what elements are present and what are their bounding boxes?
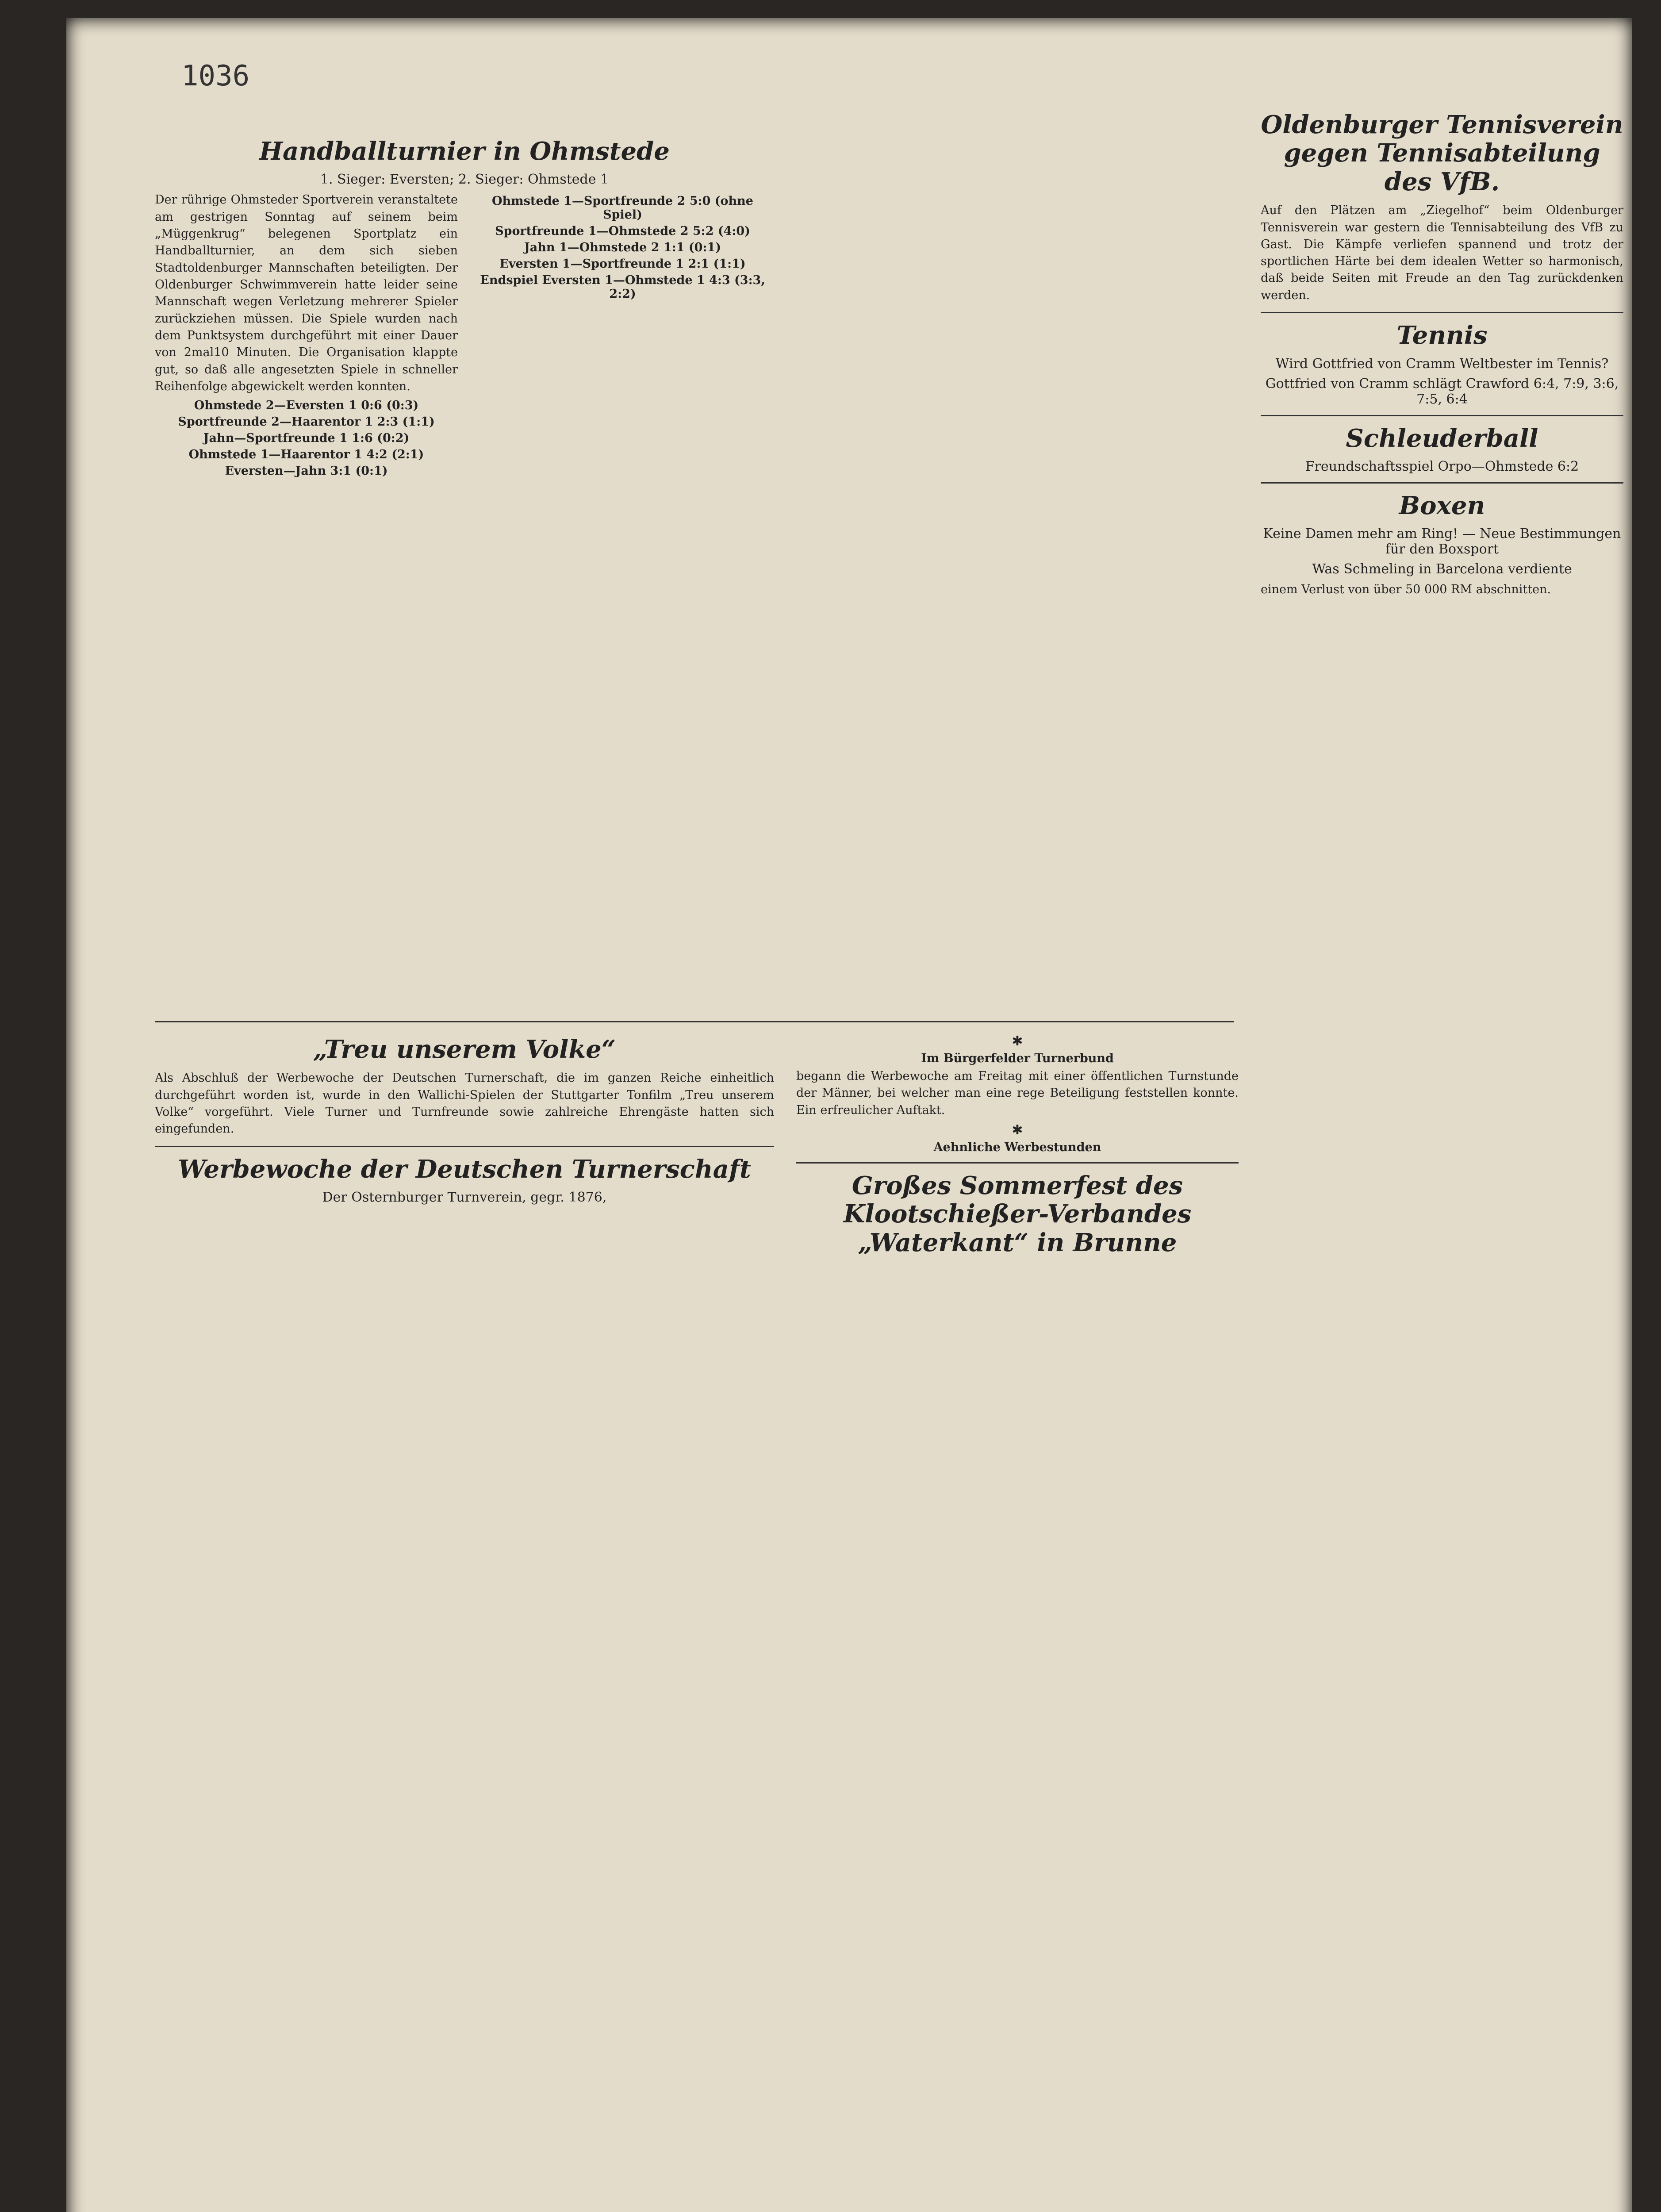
schleuderball-sub: Freundschaftsspiel Orpo—Ohmstede 6:2 xyxy=(1305,458,1579,474)
handball-m2: Sportfreunde 2—Haarentor 1 2:3 (1:1) xyxy=(178,415,435,429)
star-divider: ✱ xyxy=(1012,1122,1023,1138)
handball-m5: Eversten—Jahn 3:1 (0:1) xyxy=(225,464,388,478)
treu-headline: „Treu unserem Volke“ xyxy=(313,1035,616,1064)
treu-p1: Als Abschluß der Werbewoche der Deutschen Turnerschaft, die im ganzen Reiche einheitlich durchgeführt worden ist, wurde in den Wallichi-Spielen der Stuttgarter Tonfilm „Treu unserem Volke“ vorgeführt. Viele Turner und Turnfreunde sowie zahlreiche Ehrengäste hatten sich eingefunden. xyxy=(155,1071,774,1136)
aehnliche-title: Aehnliche Werbestunden xyxy=(933,1140,1101,1154)
schleuderball-headline: Schleuderball xyxy=(1346,423,1538,453)
tennis-headline: Tennis xyxy=(1396,321,1488,350)
column-handball xyxy=(155,133,774,480)
handball-headline: Handballturnier in Ohmstede xyxy=(259,137,670,166)
buergerfelde-title: Im Bürgerfelder Turnerbund xyxy=(921,1052,1114,1065)
handball-m8: Jahn 1—Ohmstede 2 1:1 (0:1) xyxy=(524,241,721,255)
page-number: 1036 xyxy=(181,60,250,92)
boxen-end: einem Verlust von über 50 000 RM abschnitten. xyxy=(1261,583,1551,597)
werbewoche-sub: Der Osternburger Turnverein, gegr. 1876, xyxy=(322,1190,607,1206)
divider xyxy=(155,1146,774,1147)
handball-sub: 1. Sieger: Eversten; 2. Sieger: Ohmstede 1 xyxy=(320,172,609,188)
sommerfest-headline: Großes Sommerfest des Klootschießer-Verbandes „Waterkant“ in Brunne xyxy=(843,1171,1192,1257)
handball-m7: Sportfreunde 1—Ohmstede 2 5:2 (4:0) xyxy=(495,224,750,238)
handball-m10: Endspiel Eversten 1—Ohmstede 1 4:3 (3:3, 2:2) xyxy=(480,273,765,301)
boxen-headline: Boxen xyxy=(1399,491,1485,520)
divider xyxy=(796,1162,1239,1164)
divider xyxy=(1261,482,1623,484)
boxen-sub: Keine Damen mehr am Ring! — Neue Bestimmungen für den Boxsport xyxy=(1263,526,1621,557)
tennis-sub2: Gottfried von Cramm schlägt Crawford 6:4, 7:9, 3:6, 7:5, 6:4 xyxy=(1265,376,1619,407)
column-treu xyxy=(155,1031,774,1210)
handball-m4: Ohmstede 1—Haarentor 1 4:2 (2:1) xyxy=(188,448,424,462)
handball-p1: Der rührige Ohmsteder Sportverein veranstaltete am gestrigen Sonntag auf seinem beim „Müggenkrug“ belegenen Sportplatz ein Handballturnier, an dem sich sieben Stadtoldenburger Mannschaften beteiligten. Der Oldenburger Schwimmverein hatte leider seine Mannschaft wegen Verletzung mehrerer Spieler zurückziehen müssen. Die Spiele wurden nach dem Punktsystem durchgeführt mit einer Dauer von 2mal10 Minuten. Die Organisation klappte gut, so daß alle angesetzten Spiele in schneller Reihenfolge abgewickelt werden konnten. xyxy=(155,193,458,393)
handball-m9: Eversten 1—Sportfreunde 1 2:1 (1:1) xyxy=(499,257,746,271)
buergerfelde-p1: begann die Werbewoche am Freitag mit einer öffentlichen Turnstunde der Männer, bei welcher man eine rege Beteiligung feststellen konnte. Ein erfreulicher Auftakt. xyxy=(796,1069,1239,1117)
newspaper-page xyxy=(66,18,1632,2212)
tennis-sub: Wird Gottfried von Cramm Weltbester im Tennis? xyxy=(1275,356,1609,372)
werbewoche-headline: Werbewoche der Deutschen Turnerschaft xyxy=(178,1154,751,1184)
divider xyxy=(155,1021,1234,1022)
divider xyxy=(1261,312,1623,313)
divider xyxy=(1261,415,1623,416)
handball-m3: Jahn—Sportfreunde 1 1:6 (0:2) xyxy=(203,431,410,445)
column-buergerfelde xyxy=(796,1031,1239,1263)
boxen-sub2: Was Schmeling in Barcelona verdiente xyxy=(1312,561,1572,577)
handball-m6: Ohmstede 1—Sportfreunde 2 5:0 (ohne Spiel) xyxy=(492,194,753,222)
column-right xyxy=(1261,106,1623,602)
star-divider: ✱ xyxy=(1012,1033,1023,1049)
handball-m1: Ohmstede 2—Eversten 1 0:6 (0:3) xyxy=(194,399,419,413)
tennisverein-headline: Oldenburger Tennisverein gegen Tennisabteilung des VfB. xyxy=(1261,110,1623,196)
tennisverein-p1: Auf den Plätzen am „Ziegelhof“ beim Oldenburger Tennisverein war gestern die Tennisabteilung des VfB zu Gast. Die Kämpfe verliefen spannend und trotz der sportlichen Härte bei dem idealen Wetter so harmonisch, daß beide Seiten mit Freude an den Tag zurückdenken werden. xyxy=(1261,204,1623,302)
